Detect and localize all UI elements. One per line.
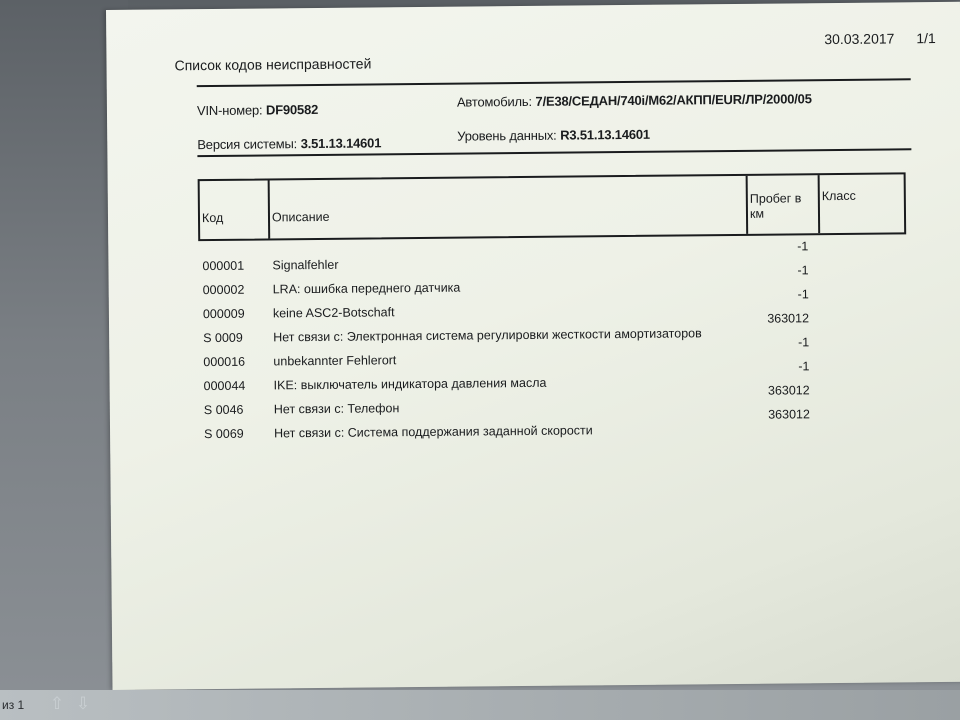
column-header-description: Описание	[270, 176, 749, 239]
row-mileage: 363012	[767, 383, 810, 398]
arrow-up-icon[interactable]: ⇧	[49, 694, 65, 713]
system-version-value: 3.51.13.14601	[300, 135, 382, 152]
row-mileage: 363012	[768, 407, 810, 422]
row-code: S 0046	[203, 402, 244, 418]
report-date: 30.03.2017	[824, 30, 895, 48]
vin-field	[197, 102, 318, 118]
row-description: IKE: выключатель индикатора давления масла	[273, 375, 547, 393]
row-mileage: 363012	[767, 311, 810, 326]
arrow-down-icon[interactable]: ⇩	[75, 694, 91, 713]
row-code: 000001	[202, 258, 245, 274]
table-header	[198, 172, 907, 241]
row-description: LRA: ошибка переднего датчика	[272, 280, 461, 297]
row-code: 000009	[202, 306, 245, 322]
row-code: 000044	[203, 378, 246, 394]
row-mileage: -1	[797, 287, 809, 302]
table-row	[198, 239, 838, 279]
data-level-label: Уровень данных:	[457, 127, 557, 144]
system-version-label: Версия системы:	[197, 136, 298, 153]
row-mileage: -1	[798, 359, 810, 374]
row-mileage: -1	[797, 263, 809, 278]
data-level-value: R3.51.13.14601	[560, 126, 650, 143]
row-mileage: -1	[798, 335, 810, 350]
vehicle-label: Автомобиль:	[456, 93, 532, 110]
row-description: keine ASC2-Botschaft	[272, 305, 395, 321]
vin-value: DF90582	[265, 101, 319, 118]
column-header-code: Код	[200, 180, 271, 239]
vehicle-field	[457, 91, 812, 109]
page-number: 1/1	[916, 30, 936, 47]
page-indicator: из 1	[2, 698, 25, 712]
system-version-field	[197, 135, 381, 152]
row-code: S 0009	[203, 330, 243, 346]
column-header-class: Класс	[821, 188, 856, 204]
column-header-mileage: Пробег в км	[748, 175, 821, 234]
row-code: 000002	[202, 282, 245, 298]
document-page	[106, 2, 960, 690]
row-description: Signalfehler	[272, 257, 339, 273]
row-mileage: -1	[797, 239, 809, 254]
divider-top	[197, 78, 911, 87]
row-code: S 0069	[204, 426, 244, 442]
row-description: unbekannter Fehlerort	[273, 353, 397, 369]
data-level-field	[457, 127, 650, 144]
vehicle-value: 7/E38/СЕДАН/740i/M62/АКПП/EUR/ЛР/2000/05	[535, 91, 812, 109]
row-description: Нет связи с: Электронная система регулировки жесткости амортизаторов	[273, 326, 702, 345]
row-description: Нет связи с: Телефон	[273, 401, 400, 417]
vin-label: VIN-номер:	[196, 102, 263, 119]
row-description: Нет связи с: Система поддержания заданной скорости	[274, 423, 593, 441]
report-title: Список кодов неисправностей	[174, 55, 372, 74]
viewer-status-bar	[0, 690, 960, 720]
row-code: 000016	[203, 354, 246, 370]
